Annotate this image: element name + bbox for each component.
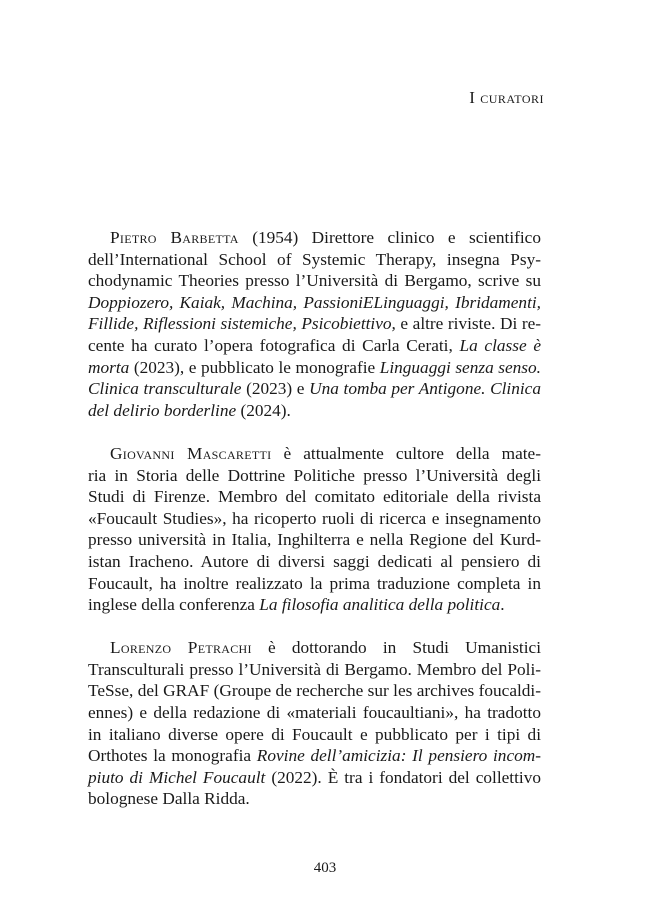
italic-title: Fillide, Riflessioni sistemiche, Psicobiettivo, [88,314,396,334]
text-line [88,724,541,746]
page-number: 403 [313,860,337,876]
text-line [88,573,541,595]
text-run: e altre riviste. Di re- [395,314,541,334]
author-name: Pietro Barbetta [110,228,239,247]
text-run: «Foucault Studies», ha ricoperto ruoli di ricerca e insegnamento [88,508,541,528]
text-run: (2024). [236,400,291,420]
text-run: presso università in Italia, Inghilterra e nella Regione del Kurd- [88,530,541,550]
text-run: dell’International School of Systemic Therapy, insegna Psy- [88,249,541,269]
italic-title: La filosofia analitica della politica [259,595,501,615]
italic-title: Linguaggi senza senso. [379,357,541,377]
text-run: inglese della conferenza [88,595,260,615]
text-line [88,788,541,810]
text-line [88,357,541,379]
text-run: Studi di Firenze. Membro del comitato editoriale della rivista [88,487,541,507]
text-run: ennes) e della redazione di «materiali foucaultiani», ha tradotto [88,703,541,723]
text-line [88,292,541,314]
italic-title: Una tomba per Antigone. Clinica [309,379,541,399]
text-line [88,702,541,724]
text-line [88,659,541,681]
text-line [88,745,541,767]
text-line [88,400,541,422]
text-line [88,270,541,292]
text-line [88,551,541,573]
text-line [88,680,541,702]
author-name: Lorenzo Petrachi [110,638,252,658]
biography-paragraph [88,443,541,616]
text-run: cente ha curato l’opera fotografica di Carla Cerati, [88,335,460,355]
text-run: istan Iracheno. Autore di diversi saggi dedicati al pensiero di [88,551,541,571]
running-head: I curatori [469,88,544,107]
text-line [88,767,541,789]
italic-title: Clinica transculturale [88,379,242,399]
text-run: (1954) Direttore clinico e scientifico [238,228,541,247]
text-run: è attualmente cultore della mate- [271,443,541,463]
text-line [88,249,541,271]
biographies [88,227,541,810]
text-run: (2023), e pubblicato le monografie [129,357,380,377]
text-run: bolognese Dalla Ridda. [88,789,250,809]
text-line [88,486,541,508]
text-line [88,227,541,249]
text-run: in italiano diverse opere di Foucault e pubblicato per i tipi di [88,724,541,744]
text-run: (2022). È tra i fondatori del collettivo [265,767,541,787]
text-run: TeSse, del GRAF (Groupe de recherche sur les archives foucaldi- [88,681,541,701]
text-line [88,637,541,659]
italic-title: piuto di Michel Foucault [88,767,266,787]
italic-title: Rovine dell’amicizia: Il pensiero incom- [256,746,541,766]
author-name: Giovanni Mascaretti [110,443,272,463]
text-line [88,335,541,357]
text-line [88,508,541,530]
italic-title: del delirio borderline [88,400,237,420]
text-line [88,529,541,551]
text-run: Orthotes la monografia [88,746,257,766]
text-run: Transculturali presso l’Università di Bergamo. Membro del Poli- [88,659,541,679]
text-run: chodynamic Theories presso l’Università di Bergamo, scrive su [88,271,541,291]
text-run: è dottorando in Studi Umanistici [251,638,541,658]
italic-title: Doppiozero, Kaiak, Machina, PassioniELinguaggi, Ibridamenti, [88,292,541,312]
text-line [88,443,541,465]
text-run: Foucault, ha inoltre realizzato la prima traduzione completa in [88,573,541,593]
text-line [88,465,541,487]
biography-paragraph [88,637,541,810]
text-line [88,378,541,400]
italic-title: La classe è [459,335,541,355]
text-line [88,594,541,616]
text-run: (2023) e [241,379,310,399]
text-run: ria in Storia delle Dottrine Politiche presso l’Università degli [88,465,541,485]
text-line [88,313,541,335]
italic-title: morta [88,357,130,377]
text-run: . [500,595,505,615]
biography-paragraph [88,227,541,421]
